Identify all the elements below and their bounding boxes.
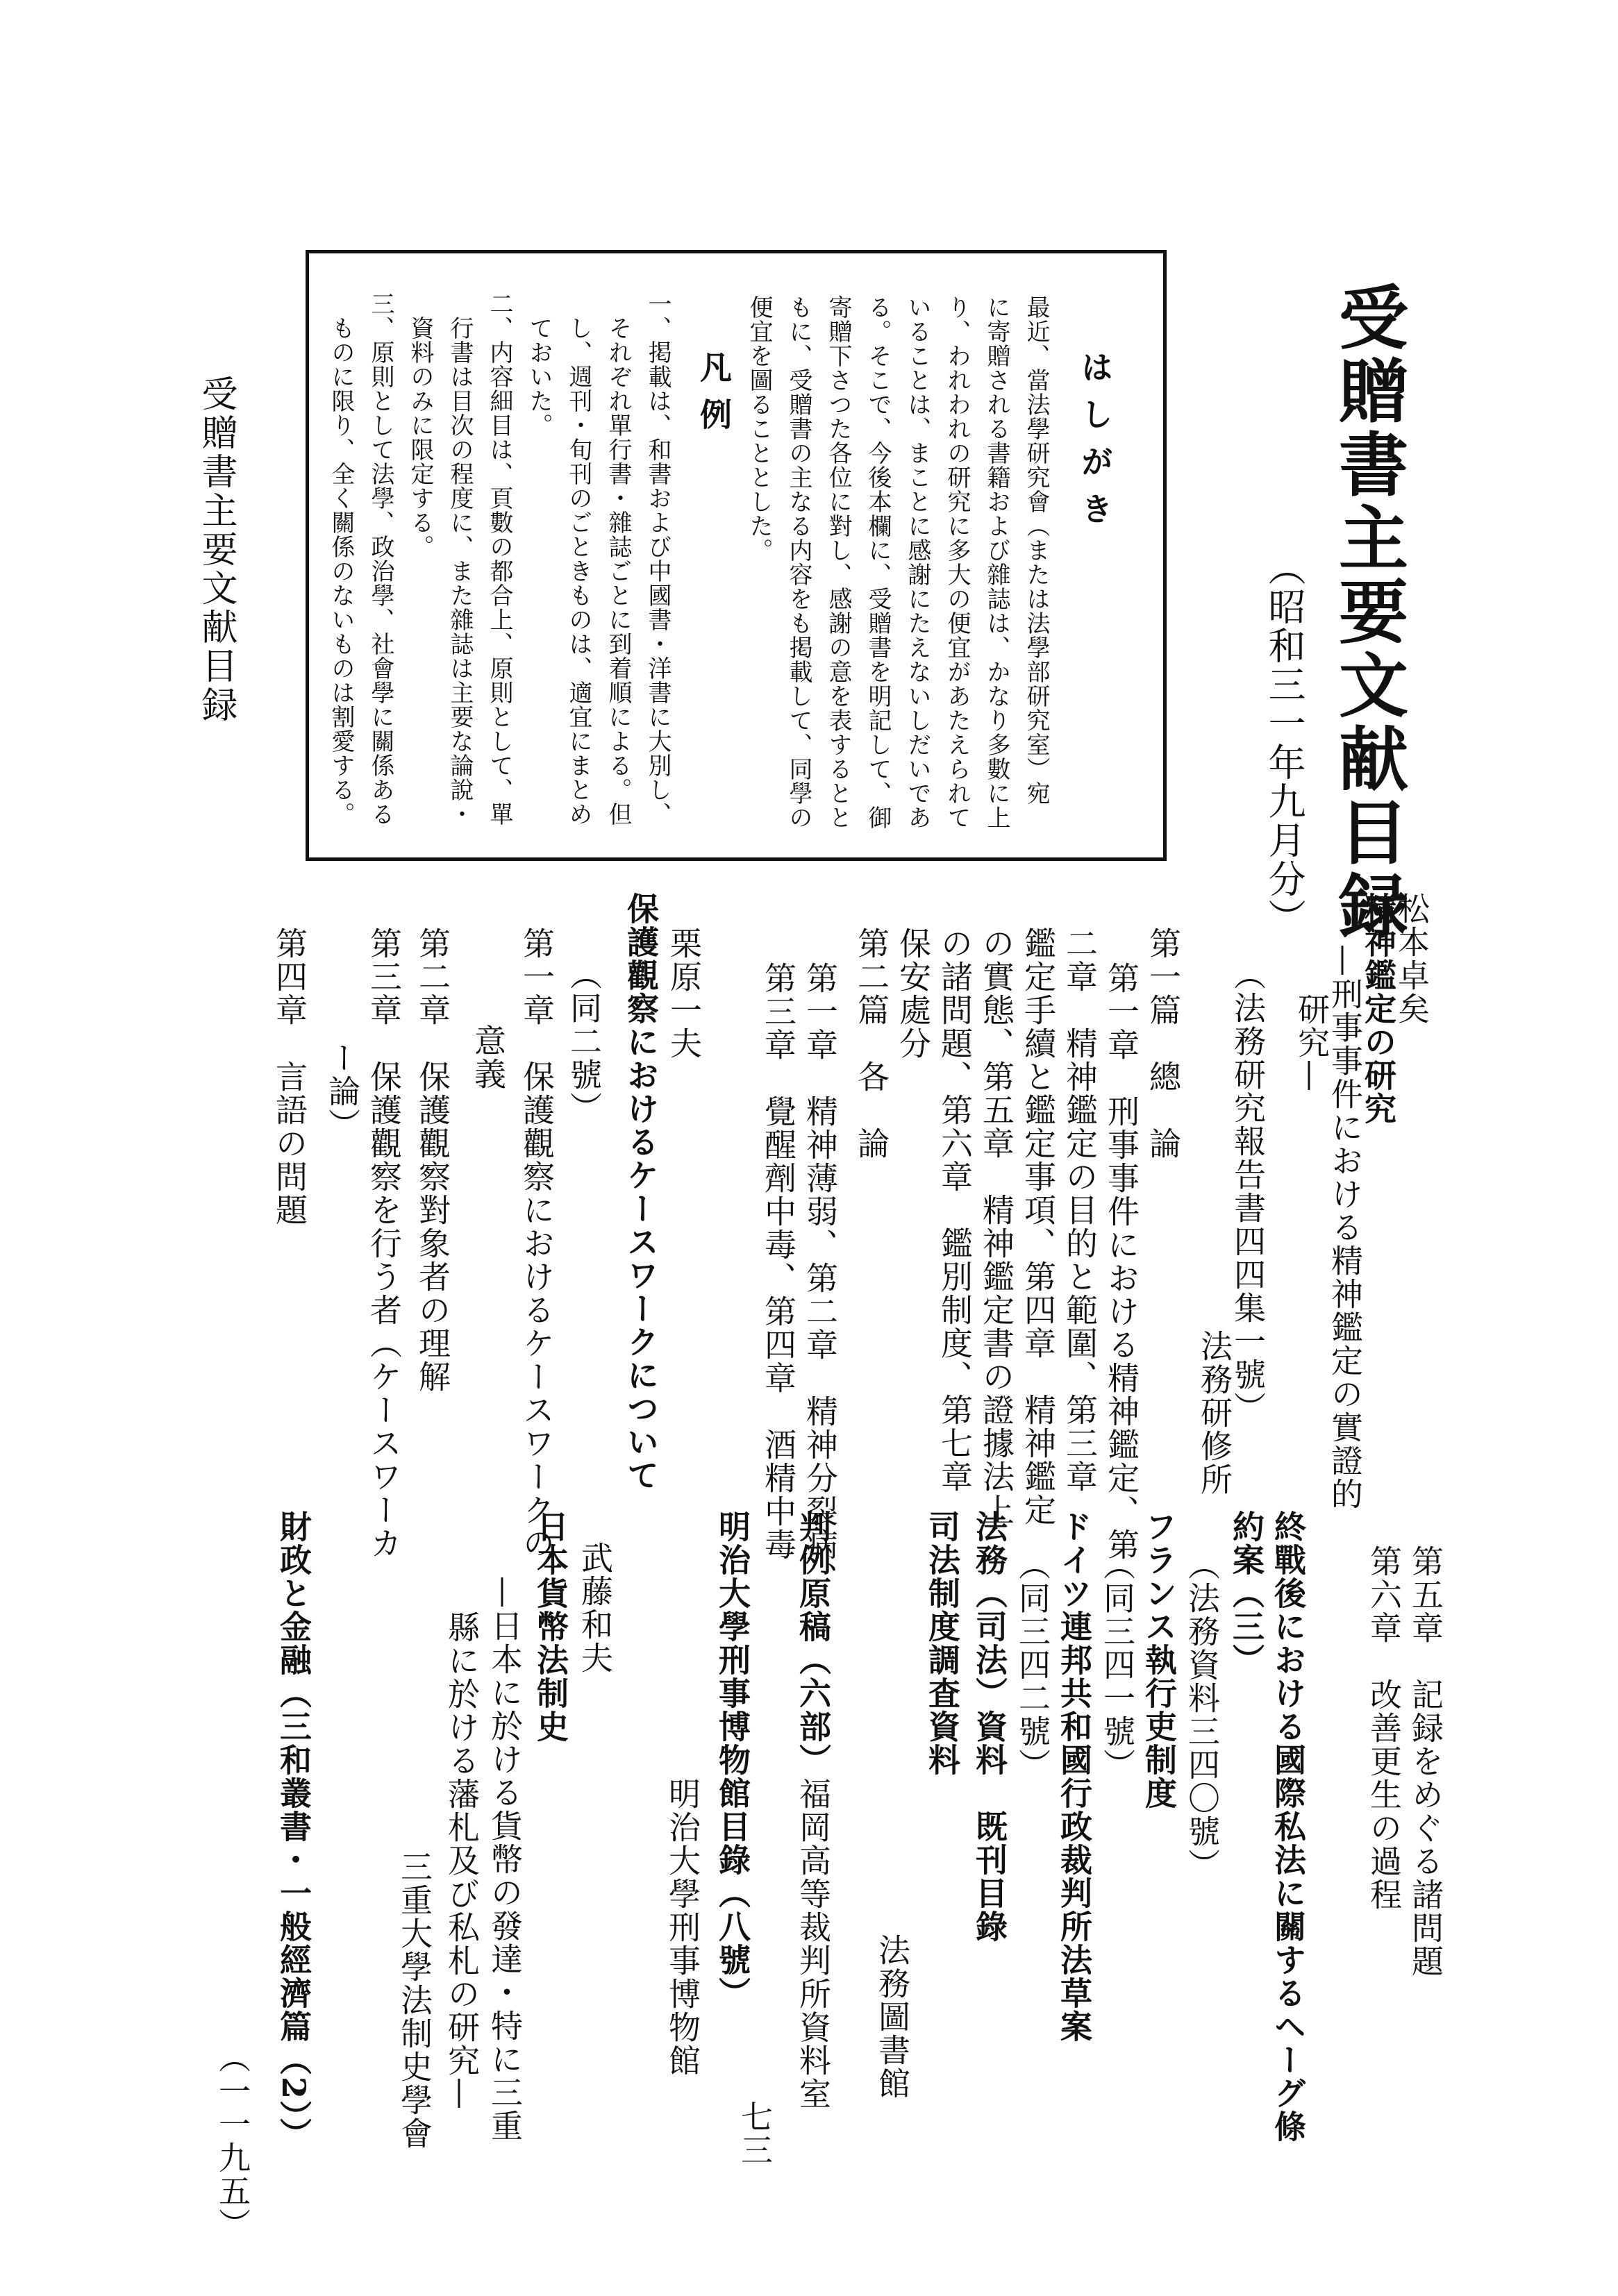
entry-contents: 鑑定手續と鑑定事項、第四章 精神鑑定: [1019, 927, 1057, 1527]
preface-line: 最近、當法學研究會（または法學部研究室）宛: [1022, 295, 1050, 805]
page-subtitle: （昭和三一年九月分）: [1262, 548, 1306, 937]
entry-title: 終戰後における國際私法に關するヘーグ條: [1269, 1510, 1307, 2143]
entry-subtitle: 縣に於ける藩札及び私札の研究—: [443, 1611, 481, 2111]
notes-line: 二、内容細目は、頁數の都合上、原則として、單: [485, 292, 513, 826]
entry-series: （同三四二號）: [1014, 1548, 1051, 1782]
preface-line: いることは、まことに感謝にたえないしだいであ: [903, 295, 931, 830]
entry-contents: 意義: [469, 1024, 507, 1091]
entry-title: 司法制度調査資料: [924, 1510, 961, 1777]
entry-contents: 第二章 保護觀察對象者の理解: [414, 927, 451, 1393]
entry-publisher: 三重大學法制史學會: [396, 1850, 433, 2150]
entry-author: 松本卓矣: [1393, 892, 1431, 1025]
notes-line: 資料のみに限定する。: [406, 316, 434, 559]
entry-contents: 第二篇 各 論: [853, 927, 890, 1160]
entry-subtitle: —日本に於ける貨幣の發達・特に三重: [486, 1576, 524, 2143]
entry-title: フランス執行吏制度: [1140, 1510, 1178, 1810]
entry-contents: 第五章 記録をめぐる諸問題: [1407, 1545, 1444, 1978]
entry-series: （法務資料三四〇號）: [1183, 1548, 1221, 1882]
page-title: 受贈書主要文献目録: [1327, 281, 1409, 944]
entry-contents: 第三章 保護觀察を行う者（ケースワーカ: [365, 927, 403, 1560]
notes-line: ものに限り、全く關係のないものは割愛する。: [327, 316, 355, 826]
entry-contents: 第四章 言語の問題: [271, 927, 308, 1227]
entry-author: 栗原一夫: [665, 927, 703, 1060]
preface-line: に寄贈される書籍および雜誌は、かなり多數に上: [983, 295, 1010, 830]
entry-subtitle: —刑事事件における精神鑑定の實證的: [1326, 944, 1364, 1511]
entry-title: 財政と金融（三和叢書・一般經濟篇（2））: [275, 1510, 312, 2152]
entry-contents: の實態、第五章 精神鑑定書の證據法上: [978, 927, 1015, 1527]
entry-series: （同三四一號）: [1099, 1548, 1136, 1782]
entry-title: 保護觀察におけるケースワークについて: [622, 892, 660, 1492]
notes-line: 行書は目次の程度に、また雜誌は主要な論說・: [446, 316, 474, 826]
preface-line: る。そこで、今後本欄に、受贈書を明記して、御: [864, 295, 892, 830]
entry-subtitle: 研究—: [1293, 993, 1331, 1093]
notes-line: それぞれ單行書・雜誌ごとに到着順による。但: [604, 316, 632, 826]
entry-contents: 第一章 精神薄弱、第二章 精神分裂病、: [801, 962, 839, 1595]
entry-title: 精神鑑定の研究: [1360, 892, 1397, 1125]
entry-publisher: 明治大學刑事博物館: [664, 1777, 701, 2077]
entry-contents: ー論）: [324, 1041, 361, 1141]
entry-publisher: 法務圖書館: [874, 1934, 911, 2100]
notes-line: 一、掲載は、和書および中國書・洋書に大別し、: [644, 292, 672, 826]
preface-line: 便宜を圖ることとした。: [745, 295, 773, 562]
entry-contents: 保安處分: [894, 927, 932, 1060]
notes-line: ておいた。: [525, 316, 553, 437]
entry-title: 明治大學刑事博物館目錄（八號）: [714, 1510, 751, 2010]
entry-contents: 第三章 覺醒劑中毒、第四章 酒精中毒: [760, 962, 797, 1561]
preface-heading: はしがき: [1076, 351, 1114, 539]
entry-author: 武藤和夫: [576, 1541, 614, 1675]
entry-publisher: 福岡高等裁判所資料室: [794, 1777, 832, 2111]
entry-contents: 第一章 刑事事件における精神鑑定、第: [1103, 962, 1140, 1561]
page-number: 七三: [736, 2100, 774, 2167]
entry-contents: 二章 精神鑑定の目的と範圍、第三章: [1061, 927, 1099, 1493]
entry-title: 日本貨幣法制史: [532, 1510, 569, 1743]
entry-contents: の諸問題、第六章 鑑別制度、第七章: [936, 927, 974, 1493]
entry-title: 判例原稿（六部）: [794, 1510, 832, 1777]
total-page-number: （一一九五）: [214, 2041, 251, 2241]
preface-line: り、われわれの研究に多大の便宜があたえられて: [943, 295, 971, 830]
running-head: 受贈書主要文献目録: [195, 375, 237, 725]
notes-line: 三、原則として法學、政治學、社會學に關係ある: [367, 292, 394, 826]
preface-line: 寄贈下さつた各位に對し、感謝の意を表するとと: [824, 295, 852, 830]
notes-line: し、週刊・旬刊のごときものは、適宜にまとめ: [565, 316, 592, 826]
entry-series: （法務研究報告書四四集一號）: [1229, 958, 1267, 1425]
notes-heading: 凡例: [695, 351, 733, 445]
entry-title: ドイツ連邦共和國行政裁判所法草案: [1056, 1510, 1093, 2043]
entry-series: （同二號）: [565, 958, 603, 1125]
entry-contents: 第一篇 總 論: [1144, 927, 1182, 1160]
entry-title: 法務（司法）資料 既刊目錄: [971, 1510, 1008, 1943]
entry-publisher: 法務研修所: [1196, 1330, 1233, 1496]
preface-line: もに、受贈書の主なる内容をも掲載して、同學の: [785, 295, 812, 830]
entry-contents: 第六章 改善更生の過程: [1365, 1545, 1403, 1911]
entry-contents: 第一章 保護觀察におけるケースワークの: [518, 927, 556, 1560]
entry-title: 約案（三）: [1228, 1510, 1265, 1677]
